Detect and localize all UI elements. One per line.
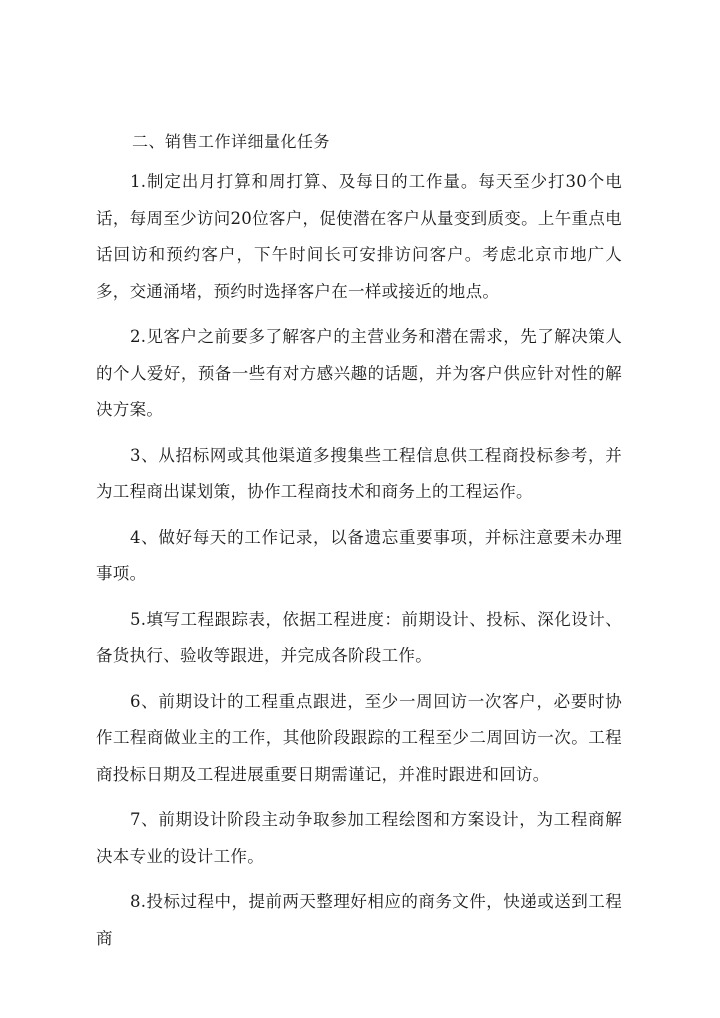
paragraph-8: 8.投标过程中，提前两天整理好相应的商务文件，快递或送到工程商: [96, 892, 622, 948]
paragraph-7: 7、前期设计阶段主动争取参加工程绘图和方案设计，为工程商解决本专业的设计工作。: [96, 810, 622, 866]
paragraph-1: 1.制定出月打算和周打算、及每日的工作量。每天至少打30个电话，每周至少访问20位客户，促使潜在客户从量变到质变。上午重点电话回访和预约客户，下午时间长可安排访问客户。考虑北京市地广人多，交通涌堵，预约时选择客户在一样或接近的地点。: [96, 172, 622, 301]
paragraph-2: 2.见客户之前要多了解客户的主营业务和潜在需求，先了解决策人的个人爱好，预备一些有对方感兴趣的话题，并为客户供应针对性的解决方案。: [96, 327, 622, 419]
document-body: [96, 124, 622, 966]
paragraph-4: 4、做好每天的工作记录，以备遗忘重要事项，并标注意要未办理事项。: [96, 527, 622, 583]
section-heading: 二、销售工作详细量化任务: [132, 132, 331, 151]
paragraph-5: 5.填写工程跟踪表，依据工程进度：前期设计、投标、深化设计、备货执行、验收等跟进，并完成各阶段工作。: [96, 609, 622, 665]
paragraph-6: 6、前期设计的工程重点跟进，至少一周回访一次客户，必要时协作工程商做业主的工作，其他阶段跟踪的工程至少二周回访一次。工程商投标日期及工程进展重要日期需谨记，并准时跟进和回访。: [96, 691, 622, 784]
paragraph-3: 3、从招标网或其他渠道多搜集些工程信息供工程商投标参考，并为工程商出谋划策，协作工程商技术和商务上的工程运作。: [96, 445, 622, 501]
